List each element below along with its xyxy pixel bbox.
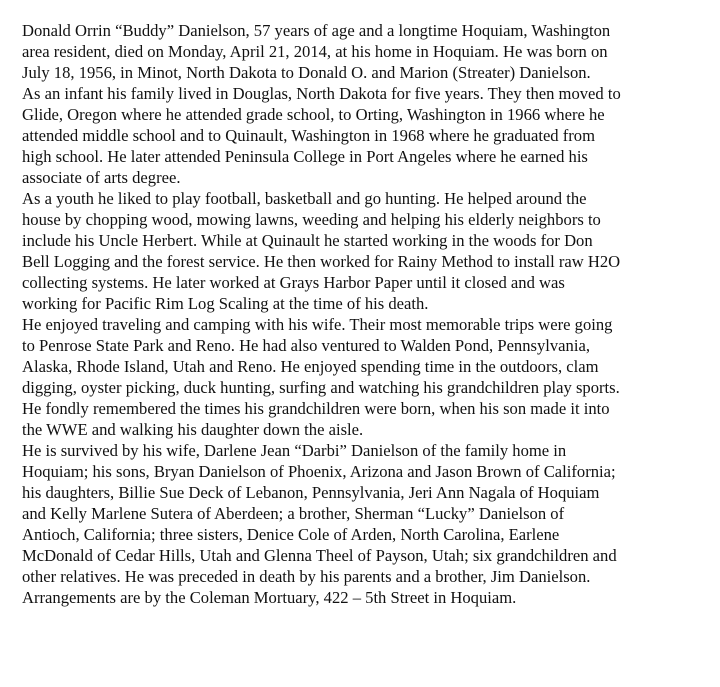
text-line: Antioch, California; three sisters, Denice Cole of Arden, North Carolina, Earlene bbox=[22, 525, 560, 544]
obituary-text-block bbox=[22, 20, 712, 608]
text-line: digging, oyster picking, duck hunting, surfing and watching his grandchildren play sports. bbox=[22, 378, 620, 397]
text-line: working for Pacific Rim Log Scaling at the time of his death. bbox=[22, 294, 429, 313]
text-line: house by chopping wood, mowing lawns, weeding and helping his elderly neighbors to bbox=[22, 210, 601, 229]
text-line: his daughters, Billie Sue Deck of Lebanon, Pennsylvania, Jeri Ann Nagala of Hoquiam bbox=[22, 483, 600, 502]
text-line: include his Uncle Herbert. While at Quinault he started working in the woods for Don bbox=[22, 231, 593, 250]
text-line: other relatives. He was preceded in death by his parents and a brother, Jim Danielson. bbox=[22, 567, 591, 586]
text-line: collecting systems. He later worked at Grays Harbor Paper until it closed and was bbox=[22, 273, 565, 292]
text-line: the WWE and walking his daughter down the aisle. bbox=[22, 420, 364, 439]
text-line: high school. He later attended Peninsula College in Port Angeles where he earned his bbox=[22, 147, 588, 166]
text-line: July 18, 1956, in Minot, North Dakota to Donald O. and Marion (Streater) Danielson. bbox=[22, 63, 591, 82]
text-line: Hoquiam; his sons, Bryan Danielson of Phoenix, Arizona and Jason Brown of California; bbox=[22, 462, 616, 481]
text-line: As an infant his family lived in Douglas, North Dakota for five years. They then moved to bbox=[22, 84, 621, 103]
text-line: associate of arts degree. bbox=[22, 168, 181, 187]
text-line: Alaska, Rhode Island, Utah and Reno. He enjoyed spending time in the outdoors, clam bbox=[22, 357, 599, 376]
text-line: He is survived by his wife, Darlene Jean “Darbi” Danielson of the family home in bbox=[22, 441, 567, 460]
text-line: As a youth he liked to play football, basketball and go hunting. He helped around the bbox=[22, 189, 587, 208]
text-line: Bell Logging and the forest service. He then worked for Rainy Method to install raw H2O bbox=[22, 252, 621, 271]
text-line: He fondly remembered the times his grandchildren were born, when his son made it into bbox=[22, 399, 610, 418]
text-line: He enjoyed traveling and camping with his wife. Their most memorable trips were going bbox=[22, 315, 613, 334]
text-line: Glide, Oregon where he attended grade school, to Orting, Washington in 1966 where he bbox=[22, 105, 605, 124]
text-line: attended middle school and to Quinault, Washington in 1968 where he graduated from bbox=[22, 126, 596, 145]
text-line: area resident, died on Monday, April 21, 2014, at his home in Hoquiam. He was born on bbox=[22, 42, 608, 61]
text-line: McDonald of Cedar Hills, Utah and Glenna Theel of Payson, Utah; six grandchildren and bbox=[22, 546, 617, 565]
text-line: Arrangements are by the Coleman Mortuary, 422 – 5th Street in Hoquiam. bbox=[22, 588, 517, 607]
text-line: and Kelly Marlene Sutera of Aberdeen; a brother, Sherman “Lucky” Danielson of bbox=[22, 504, 565, 523]
text-line: to Penrose State Park and Reno. He had also ventured to Walden Pond, Pennsylvania, bbox=[22, 336, 590, 355]
text-line: Donald Orrin “Buddy” Danielson, 57 years of age and a longtime Hoquiam, Washington bbox=[22, 21, 611, 40]
